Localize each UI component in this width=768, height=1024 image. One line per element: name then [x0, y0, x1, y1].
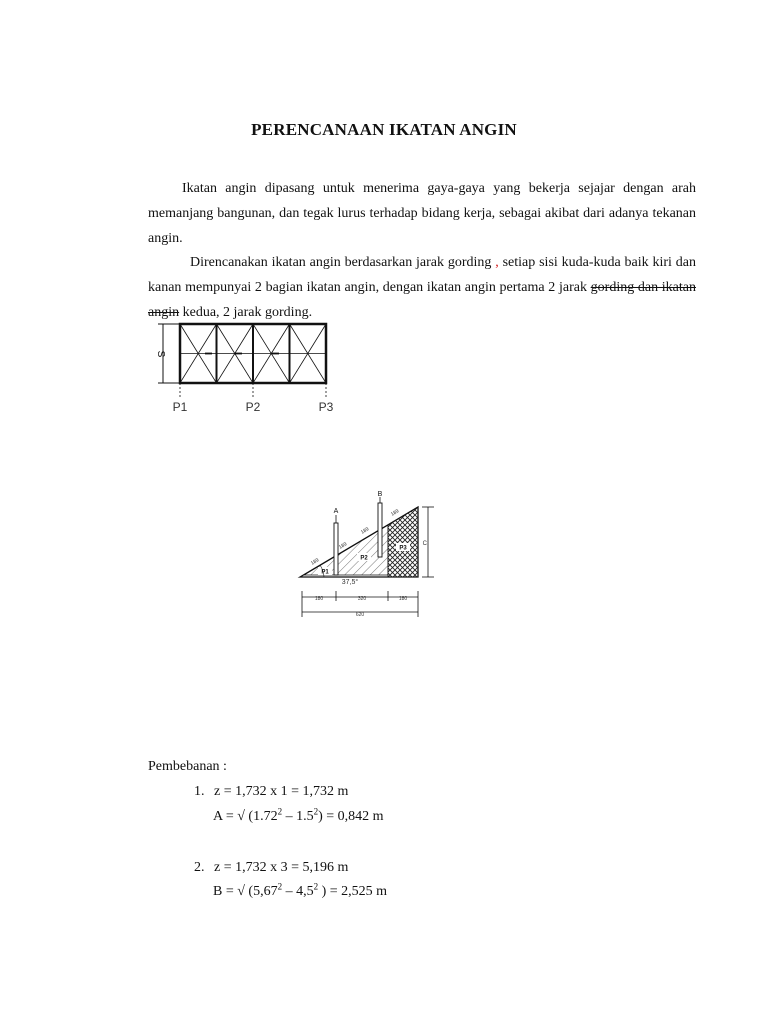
design-paragraph: [148, 250, 696, 325]
plan-label-p1: P1: [172, 400, 188, 414]
angle-label: 37,5°: [341, 579, 359, 586]
bottom-dim-1: 180: [314, 596, 324, 602]
member-label-b: B: [377, 491, 383, 498]
design-paragraph-start: Direncanakan ikatan angin berdasarkan jarak gording: [190, 255, 496, 270]
truss-section-diagram: [290, 485, 440, 620]
plan-point-ticks: [180, 383, 326, 398]
part-label-p3: P3: [399, 545, 407, 552]
slope-dim-1: 189: [309, 557, 321, 567]
document-title: PERENCANAAN IKATAN ANGIN: [251, 120, 517, 139]
item-2-result-line: B = √ ($5,67^2 - 4,5^2$ ) = 2,525 m: [213, 881, 388, 899]
member-a: [334, 523, 338, 575]
member-label-a: A: [333, 508, 339, 515]
item-1-result-line: A = √ $(1.72^2 - 1.5^2) = 0,842$ m: [213, 806, 384, 824]
struck-text: gording dan ikatan angin: [148, 280, 696, 320]
item-2-z-line: z = 1,732 x 3 = 5,196 m: [214, 860, 349, 875]
part-label-p2: P2: [360, 555, 368, 562]
design-paragraph-end: kedua, 2 jarak gording.: [179, 305, 313, 320]
slope-dim-2: 189: [337, 541, 349, 551]
member-b: [378, 503, 382, 557]
part-label-p1: P1: [321, 569, 329, 576]
plan-label-p3: P3: [318, 400, 334, 414]
item-1-number: 1.: [194, 784, 205, 799]
dimension-label-s: S: [155, 350, 166, 358]
red-comma-mark: ,: [495, 255, 499, 270]
slope-dim-4: 189: [389, 508, 401, 518]
bottom-dim-3: 180: [398, 596, 408, 602]
loading-heading: Pembebanan :: [148, 759, 227, 774]
total-dim: 620: [355, 612, 365, 618]
bracing-plan-diagram: [150, 318, 350, 430]
item-2-number: 2.: [194, 860, 205, 875]
bottom-dim-2: 320: [357, 596, 367, 602]
dimension-label-c: C: [422, 541, 427, 547]
intro-paragraph-text: Ikatan angin dipasang untuk menerima gaya-gaya yang bekerja sejajar dengan arah memanjang bangunan, dan tegak lurus terhadap bidang kerja, sebagai akibat dari adanya tekanan angin.: [148, 181, 696, 246]
design-paragraph-middle: setiap sisi kuda-kuda baik kiri dan kanan mempunyai 2 bagian ikatan angin, dengan ikatan angin pertama 2 jarak: [148, 255, 697, 295]
item-1-z-line: z = 1,732 x 1 = 1,732 m: [214, 784, 349, 799]
plan-label-p2: P2: [245, 400, 261, 414]
intro-paragraph: [148, 176, 696, 251]
slope-dim-3: 189: [359, 526, 371, 536]
